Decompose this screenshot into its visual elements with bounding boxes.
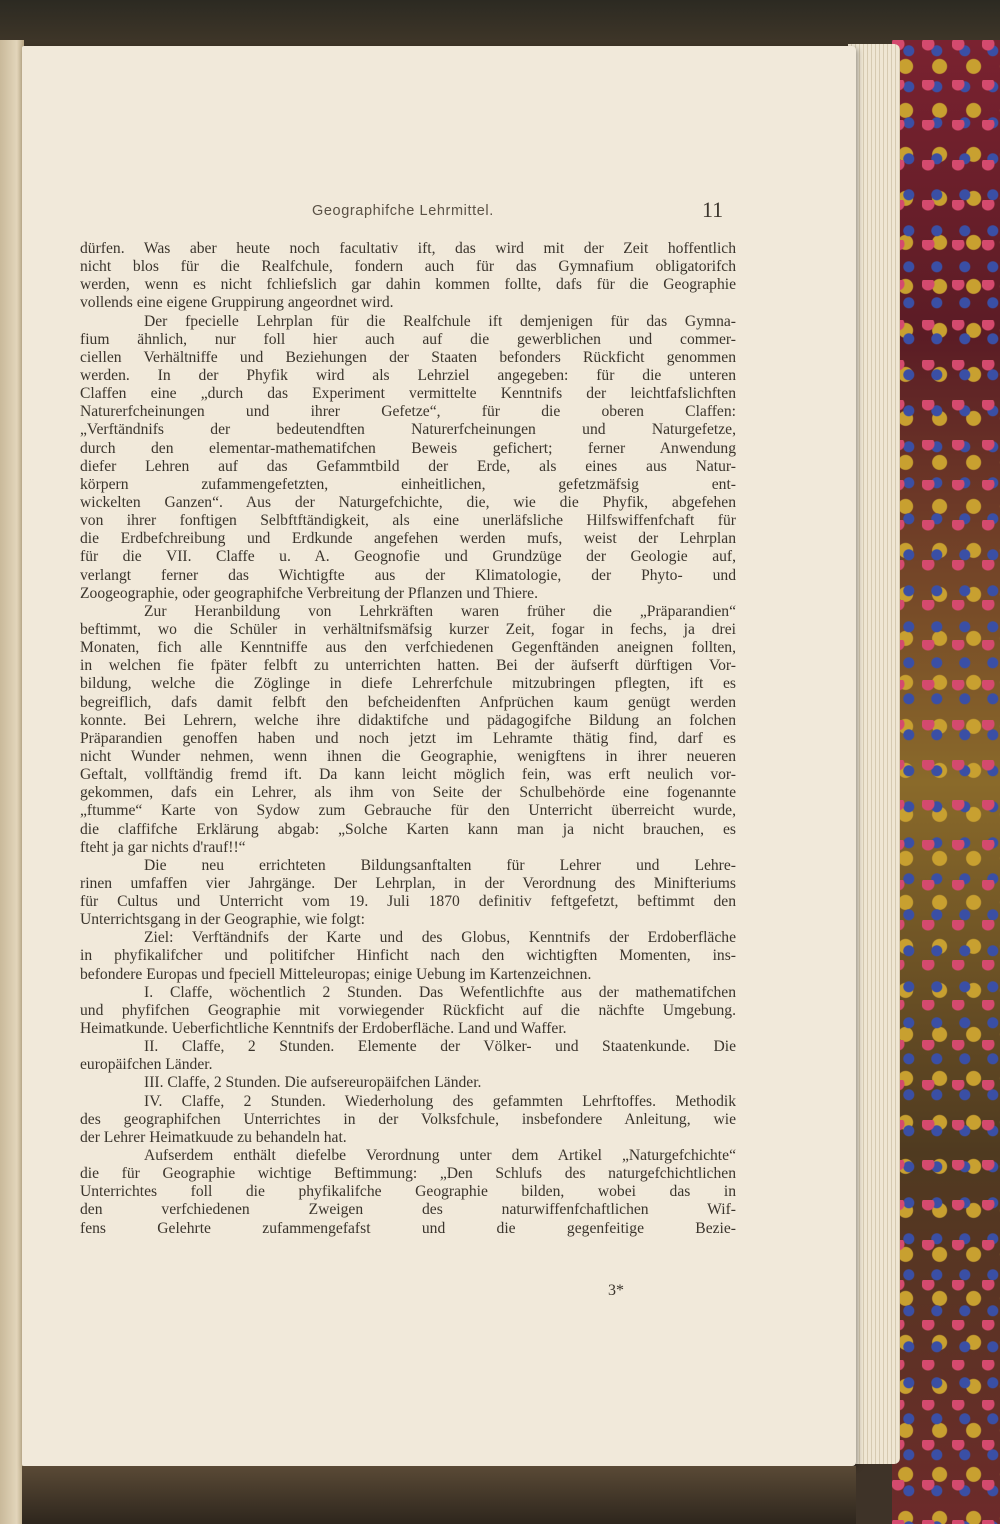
text-line: Aufserdem enthält diefelbe Verordnung unter dem Artikel „Naturgefchichte“: [144, 1147, 736, 1165]
text-line: Präparandien genoffen haben und noch jetzt im Lehramte thätig find, darf es: [80, 729, 736, 747]
running-head: [290, 197, 724, 233]
body-text: [80, 240, 736, 1238]
text-line: körpern zufammengefetzten, einheitlichen, gefetzmäfsig ent-: [80, 475, 736, 493]
text-line: fens Gelehrte zufammengefafst und die gegenfeitige Bezie-: [80, 1219, 736, 1237]
text-line: Zur Heranbildung von Lehrkräften waren früher die „Präparandien“: [144, 602, 736, 620]
text-line: werden, wenn es nicht fchliefslich gar dahin kommen follte, dafs für die Geographie: [80, 276, 736, 294]
text-line: und phyfifchen Geographie mit vorwiegender Rückficht auf die nächfte Umgebung.: [80, 1001, 736, 1019]
text-line: begreiflich, dafs damit felbft den befcheidenften Anfprüchen kaum genügt werden: [80, 693, 736, 711]
text-line: des geographifchen Unterrichtes in der Volksfchule, insbefondere Anleitung, wie: [80, 1110, 736, 1128]
text-line: fteht ja gar nichts d'rauf!!“: [80, 838, 246, 856]
text-line: die für Geographie wichtige Beftimmung: „Den Schlufs des naturgefchichtlichen: [80, 1165, 736, 1183]
text-line: Monaten, fich alle Kenntniffe aus den verfchiedenen Gegenftänden aneignen follten,: [80, 639, 736, 657]
text-line: konnte. Bei Lehrern, welche ihre didaktifche und pädagogifche Bildung an folchen: [80, 711, 736, 729]
page-number: 11: [702, 197, 724, 222]
text-line: Ziel: Verftändnifs der Karte und des Globus, Kenntnifs der Erdoberfläche: [144, 929, 736, 947]
text-line: die Erdbefchreibung und Erdkunde angefehen werden mufs, weist der Lehrplan: [80, 530, 736, 548]
text-line: Naturerfcheinungen und ihrer Gefetze“, für die oberen Claffen:: [80, 403, 736, 421]
text-line: „Verftändnifs der bedeutendften Naturerfcheinungen und Naturgefetze,: [80, 421, 736, 439]
text-line: Der fpecielle Lehrplan für die Realfchule ift demjenigen für das Gymna-: [144, 312, 736, 330]
text-line: IV. Claffe, 2 Stunden. Wiederholung des gefammten Lehrftoffes. Methodik: [144, 1092, 736, 1110]
text-line: fium ähnlich, nur foll hier auch auf die gewerblichen und commer-: [80, 330, 736, 348]
text-line: werden. In der Phyfik wird als Lehrziel angegeben: für die unteren: [80, 366, 736, 384]
text-line: in phyfikalifcher und politifcher Hinficht nach den wichtigften Momenten, ins-: [80, 947, 736, 965]
text-line: „ftumme“ Karte von Sydow zum Gebrauche für den Unterricht überreicht wurde,: [80, 802, 736, 820]
text-line: Die neu errichteten Bildungsanftalten für Lehrer und Lehre-: [144, 856, 736, 874]
marbled-cover-edge: [892, 40, 1000, 1524]
text-line: nicht blos für die Realfchule, fondern auch für das Gymnafium obligatorifch: [80, 258, 736, 276]
text-line: nicht Wunder nehmen, wenn ihnen die Geographie, wenigftens in ihrer neueren: [80, 747, 736, 765]
text-line: für Cultus und Unterricht vom 19. Juli 1870 definitiv feftgefetzt, beftimmt den: [80, 893, 736, 911]
text-line: dürfen. Was aber heute noch facultativ ift, das wird mit der Zeit hoffentlich: [80, 240, 736, 257]
text-line: III. Claffe, 2 Stunden. Die aufsereuropäifchen Länder.: [144, 1074, 482, 1092]
text-line: gekommen, dafs ein Lehrer, als ihm von Seite der Schulbehörde eine fogenannte: [80, 784, 736, 802]
text-line: für die VII. Claffe u. A. Geognofie und Grundzüge der Geologie auf,: [80, 548, 736, 566]
text-line: die claffifche Erklärung abgab: „Solche Karten kann man ja nicht brauchen, es: [80, 820, 736, 838]
text-line: wickelten Ganzen“. Aus der Naturgefchichte, die, wie die Phyfik, abgefehen: [80, 493, 736, 511]
text-line: von ihrer fonftigen Selbftftändigkeit, als eine unerläfsliche Hilfswiffenfchaft für: [80, 512, 736, 530]
text-line: bildung, welche die Zöglinge in diefe Lehrerfchule mitzubringen pflegten, ift es: [80, 675, 736, 693]
text-line: den verfchiedenen Zweigen des naturwiffenfchaftlichen Wif-: [80, 1201, 736, 1219]
running-head-title: Geographifche Lehrmittel.: [312, 203, 494, 219]
text-line: Unterrichtes foll die phyfikalifche Geographie bilden, wobei das in: [80, 1183, 736, 1201]
text-line: beftimmt, wo die Schüler in verhältnifsmäfsig kurzer Zeit, fogar in fechs, ja drei: [80, 620, 736, 638]
text-line: Heimatkunde. Ueberfichtliche Kenntnifs der Erdoberfläche. Land und Waffer.: [80, 1020, 567, 1038]
signature-mark: 3*: [608, 1282, 624, 1299]
text-line: diefer Lehren auf das Gefammtbild der Erde, als eines aus Natur-: [80, 457, 736, 475]
text-line: befondere Europas und fpeciell Mitteleuropas; einige Uebung im Kartenzeichnen.: [80, 965, 592, 983]
text-line: in welchen fie fpäter felbft zu unterrichten hatten. Bei der äufserft dürftigen Vor-: [80, 657, 736, 675]
text-line: Claffen eine „durch das Experiment vermittelte Kenntnifs der leichtfafslichften: [80, 385, 736, 403]
text-line: rinen umfaffen vier Jahrgänge. Der Lehrplan, in der Verordnung des Minifteriums: [80, 874, 736, 892]
text-line: Zoogeographie, oder geographifche Verbreitung der Pflanzen und Thiere.: [80, 584, 538, 602]
text-line: vollends eine eigene Gruppirung angeordnet wird.: [80, 294, 394, 312]
text-line: durch den elementar-mathematifchen Beweis gefichert; ferner Anwendung: [80, 439, 736, 457]
facing-page-edge: [0, 40, 24, 1524]
text-line: II. Claffe, 2 Stunden. Elemente der Völker- und Staatenkunde. Die: [144, 1038, 736, 1056]
book-bottom-shadow: [22, 1466, 856, 1524]
text-line: I. Claffe, wöchentlich 2 Stunden. Das Wefentlichfte aus der mathematifchen: [144, 983, 736, 1001]
text-line: Unterrichtsgang in der Geographie, wie folgt:: [80, 911, 365, 929]
text-line: verlangt ferner das Wichtigfte aus der Klimatologie, der Phyto- und: [80, 566, 736, 584]
text-line: europäifchen Länder.: [80, 1056, 213, 1074]
text-line: der Lehrer Heimatkuude zu behandeln hat.: [80, 1128, 347, 1146]
text-line: ciellen Verhältniffe und Beziehungen der Staaten befonders Rückficht genommen: [80, 348, 736, 366]
text-line: Geftalt, vollftändig fremd ift. Da kann leicht möglich fein, was erft neulich vor-: [80, 766, 736, 784]
